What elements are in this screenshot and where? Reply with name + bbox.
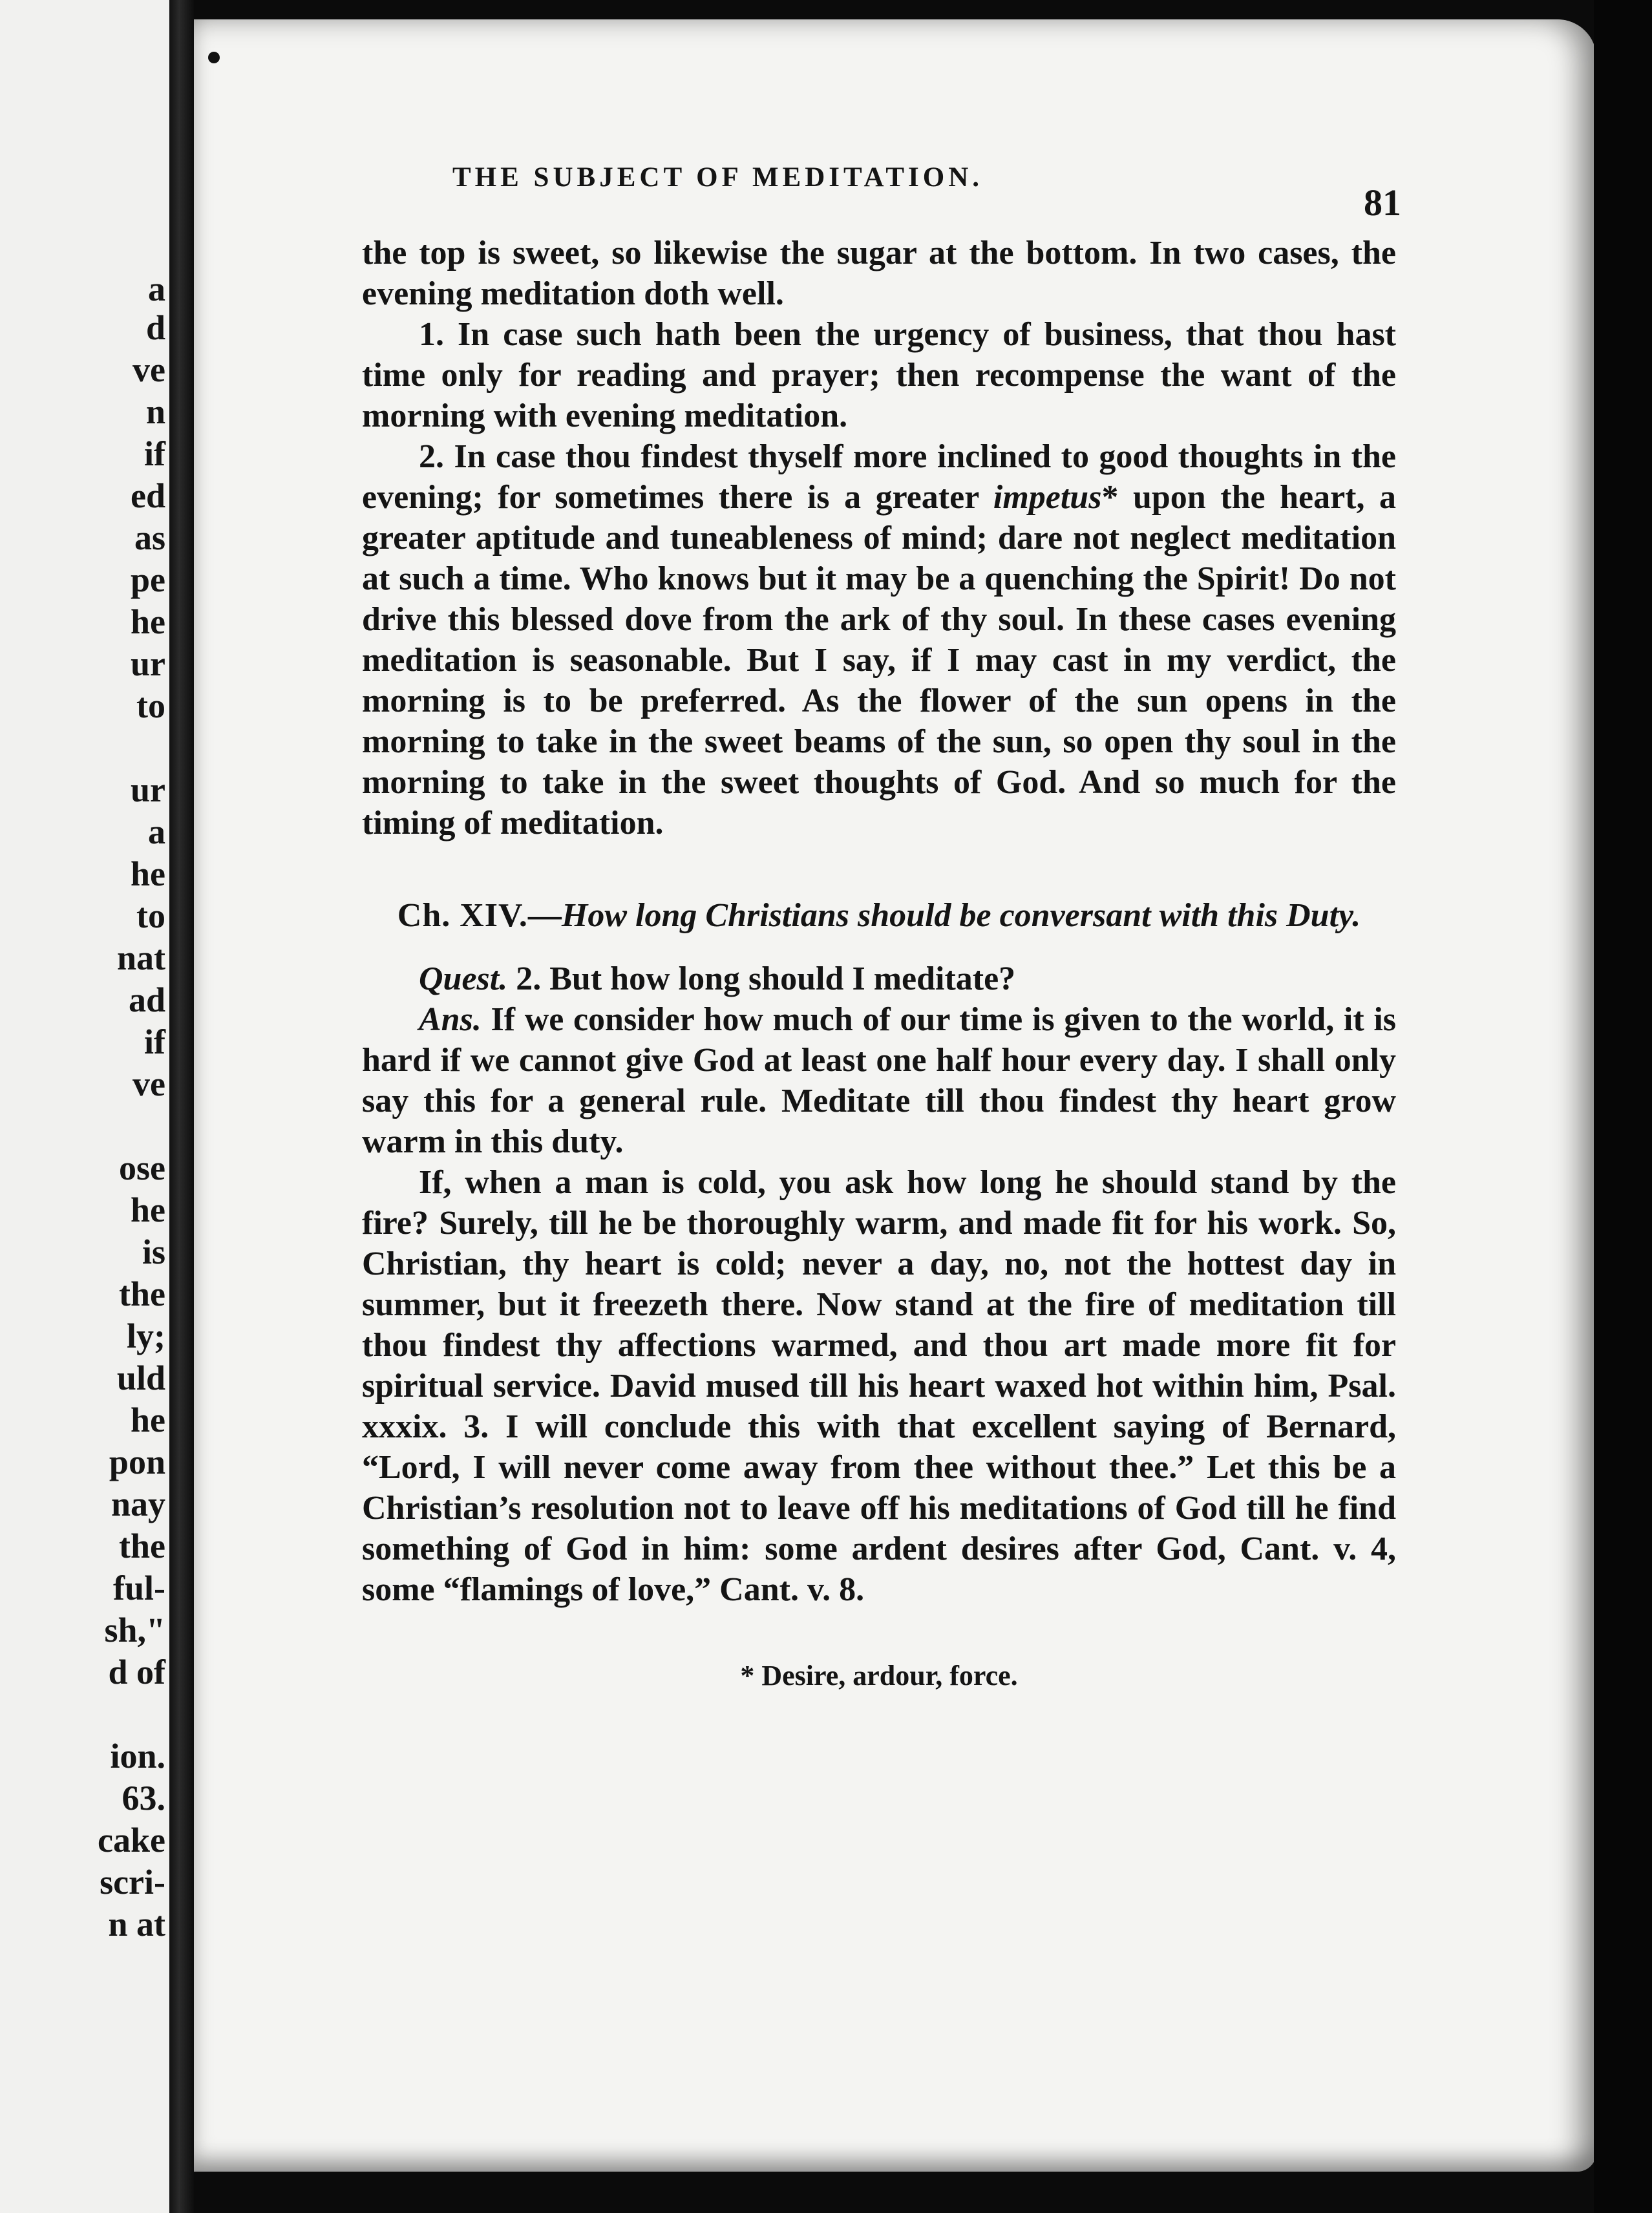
left-page-line-fragment: n bbox=[145, 392, 165, 431]
left-page-line-fragment: the bbox=[119, 1527, 165, 1565]
chapter-label: Ch. XIV. bbox=[397, 897, 528, 934]
quest-label: Quest. bbox=[419, 960, 508, 997]
ans-text: If we consider how much of our time is given to the world, it is hard if we cannot give God at least one half hour every day. I shall only say this for a general rule. Meditate till thou findest thy heart grow warm in this duty. bbox=[362, 1001, 1396, 1160]
left-page-line-fragment: pe bbox=[131, 560, 165, 599]
left-page-line-fragment: ve bbox=[132, 1064, 165, 1103]
page-body bbox=[362, 233, 1396, 1696]
page-number: 81 bbox=[1364, 182, 1401, 224]
chapter-heading bbox=[362, 895, 1396, 937]
question-paragraph bbox=[362, 958, 1396, 999]
left-page-line-fragment: ly; bbox=[127, 1317, 165, 1355]
left-page-line-fragment: ad bbox=[128, 980, 165, 1019]
ans-label: Ans. bbox=[419, 1001, 482, 1038]
left-page-line-fragment: ose bbox=[119, 1149, 165, 1187]
left-page-line-fragment: a bbox=[148, 812, 165, 851]
chapter-title: How long Christians should be conversant with this Duty. bbox=[561, 897, 1361, 934]
fire-paragraph: If, when a man is cold, you ask how long he should stand by the fire? Surely, till he be thoroughly warm, and made fit for his work. So, Christian, thy heart is cold; never a day, no, not the hottest day in summer, but it freezeth there. Now stand at the fire of meditation till thou findest thy affections warmed, and thou art made more fit for spiritual service. David mused till his heart waxed hot within him, Psal. xxxix. 3. I will conclude this with that excellent saying of Bernard, “Lord, I will never come away from thee without thee.” Let this be a Christian’s resolution not to leave off his meditations of God till he find something of God in him: some ardent desires after God, Cant. v. 4, some “flamings of love,” Cant. v. 8. bbox=[362, 1164, 1396, 1608]
running-head: THE SUBJECT OF MEDITATION. bbox=[452, 162, 984, 193]
left-page-line-fragment: to bbox=[136, 896, 165, 935]
left-page-line-fragment: ed bbox=[131, 476, 165, 515]
left-page-line-fragment: he bbox=[131, 1191, 165, 1229]
left-page-line-fragment: ur bbox=[131, 770, 165, 809]
left-page-line-fragment: ur bbox=[131, 644, 165, 683]
left-page-line-fragment: the bbox=[119, 1275, 165, 1313]
left-page-line-fragment: a bbox=[148, 270, 165, 308]
left-page-line-fragment: as bbox=[134, 518, 165, 557]
left-page-line-fragment: if bbox=[144, 1022, 165, 1061]
left-page-line-fragment: ion. bbox=[110, 1737, 165, 1775]
left-page-line-fragment: d bbox=[145, 308, 165, 347]
quest-text: 2. But how long should I meditate? bbox=[507, 960, 1016, 997]
left-page-line-fragment: nay bbox=[111, 1485, 165, 1523]
left-page-line-fragment: nat bbox=[116, 938, 165, 977]
left-page-line-fragment: is bbox=[142, 1233, 165, 1271]
page-edge-shadow bbox=[1594, 0, 1652, 2213]
left-page-line-fragment: ful- bbox=[113, 1569, 165, 1607]
left-page-fragment bbox=[0, 0, 169, 2213]
left-page-line-fragment: scri- bbox=[100, 1863, 165, 1901]
point-2-text-b: * upon the heart, a greater aptitude and tuneableness of mind; dare not neglect meditation at such a time. Who knows but it may be a quenching the Spirit! Do not drive this blessed dove from the ark of thy soul. In these cases evening meditation is seasonable. But I say, if I may cast in my verdict, the morning is to be preferred. As the flower of the sun opens in the morning to take in the sweet beams of the sun, so open thy soul in the morning to take in the sweet thoughts of God. And so much for the timing of meditation. bbox=[362, 479, 1396, 842]
left-page-line-fragment: d of bbox=[108, 1653, 165, 1691]
left-page-line-fragment: to bbox=[136, 686, 165, 725]
paragraph-point-2 bbox=[362, 436, 1396, 843]
paragraph-point-1: 1. In case such hath been the urgency of business, that thou hast time only for reading and prayer; then recompense the want of the morning with evening meditation. bbox=[362, 316, 1396, 434]
paragraph-continuation: the top is sweet, so likewise the sugar at the bottom. In two cases, the evening meditation doth well. bbox=[362, 235, 1396, 312]
answer-paragraph bbox=[362, 999, 1396, 1162]
left-page-line-fragment: 63. bbox=[122, 1779, 165, 1817]
left-page-line-fragment: he bbox=[131, 602, 165, 641]
left-page-line-fragment: if bbox=[144, 434, 165, 473]
left-page-line-fragment: n at bbox=[108, 1905, 165, 1943]
left-page-line-fragment: cake bbox=[98, 1821, 165, 1859]
left-page-line-fragment: he bbox=[131, 854, 165, 893]
impetus-word: impetus bbox=[993, 479, 1102, 516]
point-2-text-a: 2. In case thou findest thyself more inclined to good thoughts in the evening; for sometimes there is a greater bbox=[362, 438, 1396, 516]
left-page-line-fragment: uld bbox=[116, 1359, 165, 1397]
ink-dot bbox=[208, 52, 220, 63]
book-gutter bbox=[169, 0, 194, 2213]
left-page-line-fragment: ve bbox=[132, 350, 165, 389]
left-page-line-fragment: sh," bbox=[104, 1611, 165, 1649]
left-page-line-fragment: he bbox=[131, 1401, 165, 1439]
chapter-dash: — bbox=[527, 897, 562, 934]
footnote: * Desire, ardour, force. bbox=[740, 1660, 1018, 1691]
left-page-line-fragment: pon bbox=[109, 1443, 165, 1481]
